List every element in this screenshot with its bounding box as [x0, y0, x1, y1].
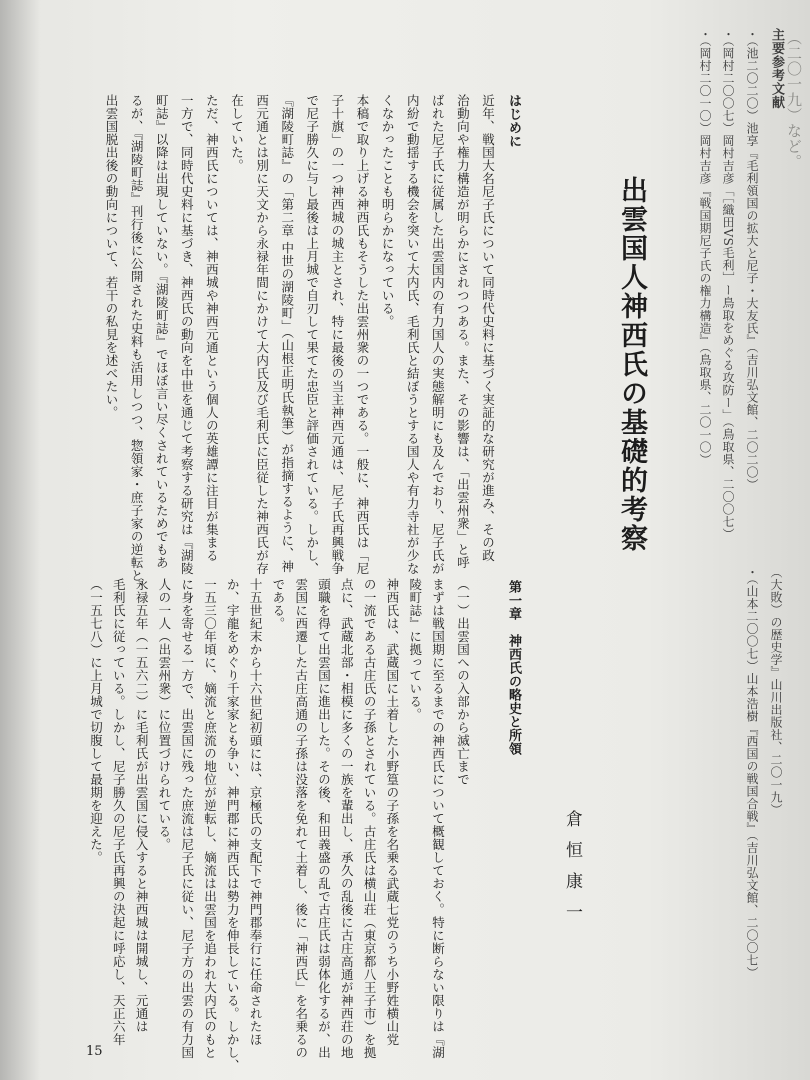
intro-column: 西元通とは別に天文から永禄年間にかけて大内氏及び毛利氏に臣従した神西氏が存 [254, 94, 270, 575]
chapter-subheading: （一）出雲国への入部から滅亡まで [455, 578, 471, 786]
intro-column: 在していた。 [229, 94, 245, 172]
intro-column: 内紛で動揺する機会を突いて大内氏、毛利氏と結ぼうとする国人や有力寺社が少な [405, 94, 421, 575]
intro-column: 本稿で取り上げる神西氏もそうした出雲州衆の一つである。一般に、神西氏は「尼 [355, 94, 370, 575]
references-heading: 主要参考文献 [769, 28, 784, 109]
chapter-column: 雲国に西遷した古庄高通の子孫は没落を免れて土着し、後に「神西氏」を名乗るの [293, 578, 309, 1059]
chapter-column: に身を寄せる一方で、出雲国に残った庶流は尼子氏に従い、尼子方の出雲の有力国 [179, 578, 195, 1059]
chapter-column: 頭職を得て出雲国に進出した。その後、和田義盛の乱で古庄氏は弱体化するが、出 [316, 578, 332, 1059]
chapter-column: まずは戦国期に至るまでの神西氏について概観しておく。特に断らない限りは『湖 [430, 578, 446, 1059]
reference-item: ・（岡村二〇〇七）岡村吉彦「［織田VS毛利］ー鳥取をめぐる攻防ー」（鳥取県、二〇〇七） [721, 28, 735, 541]
chapter-column: 人の一人（出雲州衆）に位置づけられている。 [156, 578, 172, 851]
chapter-column: 十五世紀末から十六世紀初頭には、京極氏の支配下で神門郡奉行に任命されたほ [248, 578, 264, 1046]
intro-column: で尼子勝久に与し最後は上月城で自刃して果てた忠臣と評価されている。しかし、 [304, 94, 320, 575]
article-title: 出雲国人神西氏の基礎的考察 [616, 176, 647, 553]
section-heading: はじめに [506, 94, 521, 148]
reference-item: ・（山本二〇〇七）山本浩樹『西国の戦国合戦』（吉川弘文館、二〇〇七） [745, 566, 759, 979]
reference-item: （大敗）の歴史学』山川出版社、二〇一九） [769, 566, 783, 816]
intro-column: 町誌』以降は出現していない。『湖陵町誌』でほぼ言い尽くされているためでもあ [154, 94, 170, 569]
chapter-column: 陵町誌』に拠っている。 [407, 578, 423, 721]
chapter-column: か、宇龍をめぐり千家家とも争い、神門郡に神西氏は勢力を伸長している。しかし、 [225, 578, 241, 1072]
intro-column: くなかったことも明らかになっている。 [380, 94, 396, 328]
chapter-column: （一五七八）に上月城で切腹して最期を迎えた。 [88, 578, 104, 864]
chapter-column: 点に、武蔵北部・相模に多くの一族を輩出し、承久の乱後に古庄高通が神西荘の地 [339, 578, 355, 1059]
intro-column: 子十旗」の一つ神西城の城主とされ、特に最後の当主神西元通は、尼子氏再興戦争 [329, 94, 345, 575]
intro-column: 出雲国脱出後の動向について、若干の私見を述べたい。 [104, 94, 119, 419]
intro-column: ばれた尼子氏に従属した出雲国内の有力国人の実態解明にも及んでおり、尼子氏が [430, 94, 446, 575]
page-number: 15 [86, 1044, 103, 1059]
chapter-column: の一流である古庄氏の子孫とされている。古庄氏は横山荘（東京都八王子市）を拠 [362, 578, 378, 1059]
intro-column: 『湖陵町誌』の「第二章 中世の湖陵町」（山根正明氏執筆）が指摘するように、神 [279, 94, 295, 574]
chapter-column: である。 [270, 578, 286, 630]
chapter-heading: 第一章 神西氏の略史と所領 [506, 580, 521, 756]
chapter-column: 神西氏は、武蔵国に土着した小野篁の子孫を名乗る武蔵七党のうち小野姓横山党 [384, 578, 400, 1046]
chapter-column: 一五三〇年頃に、嫡流と庶流の地位が逆転し、嫡流は出雲国を追われ大内氏のもと [202, 578, 218, 1059]
intro-column: 近年、戦国大名尼子氏について同時代史料に基づく実証的な研究が進み、その政 [480, 94, 496, 562]
intro-column: ただ、神西氏については、神西城や神西元通という個人の英雄譚に注目が集まる [204, 94, 220, 562]
reference-item: ・（池二〇二〇）池享『毛利領国の拡大と尼子・大友氏』（吉川弘文館、二〇二〇） [745, 28, 759, 491]
intro-column: 一方で、同時代史料に基づき、神西氏の動向を中世を通じて考察する研究は『湖陵 [179, 94, 195, 575]
page-gutter-shadow [0, 0, 40, 1080]
chapter-column: 永禄五年（一五六二）に毛利氏が出雲国に侵入すると神西城は開城し、元通は [134, 578, 150, 1033]
reference-item: ・（岡村二〇一〇）岡村吉彦『戦国期尼子氏の権力構造』（鳥取県、二〇一〇） [698, 28, 712, 466]
faded-top-text: （二〇一九）など。 [785, 30, 803, 170]
author-name: 倉恒康一 [562, 810, 582, 934]
intro-column: るが、『湖陵町誌』刊行後に公開された史料も活用しつつ、惣領家・庶子家の逆転と、 [129, 94, 145, 595]
intro-column: 治動向や権力構造が明らかにされつつある。また、その影響は、「出雲州衆」と呼 [455, 94, 471, 569]
chapter-column: 毛利氏に従っている。しかし、尼子勝久の尼子氏再興の決起に呼応し、天正六年 [111, 578, 127, 1046]
